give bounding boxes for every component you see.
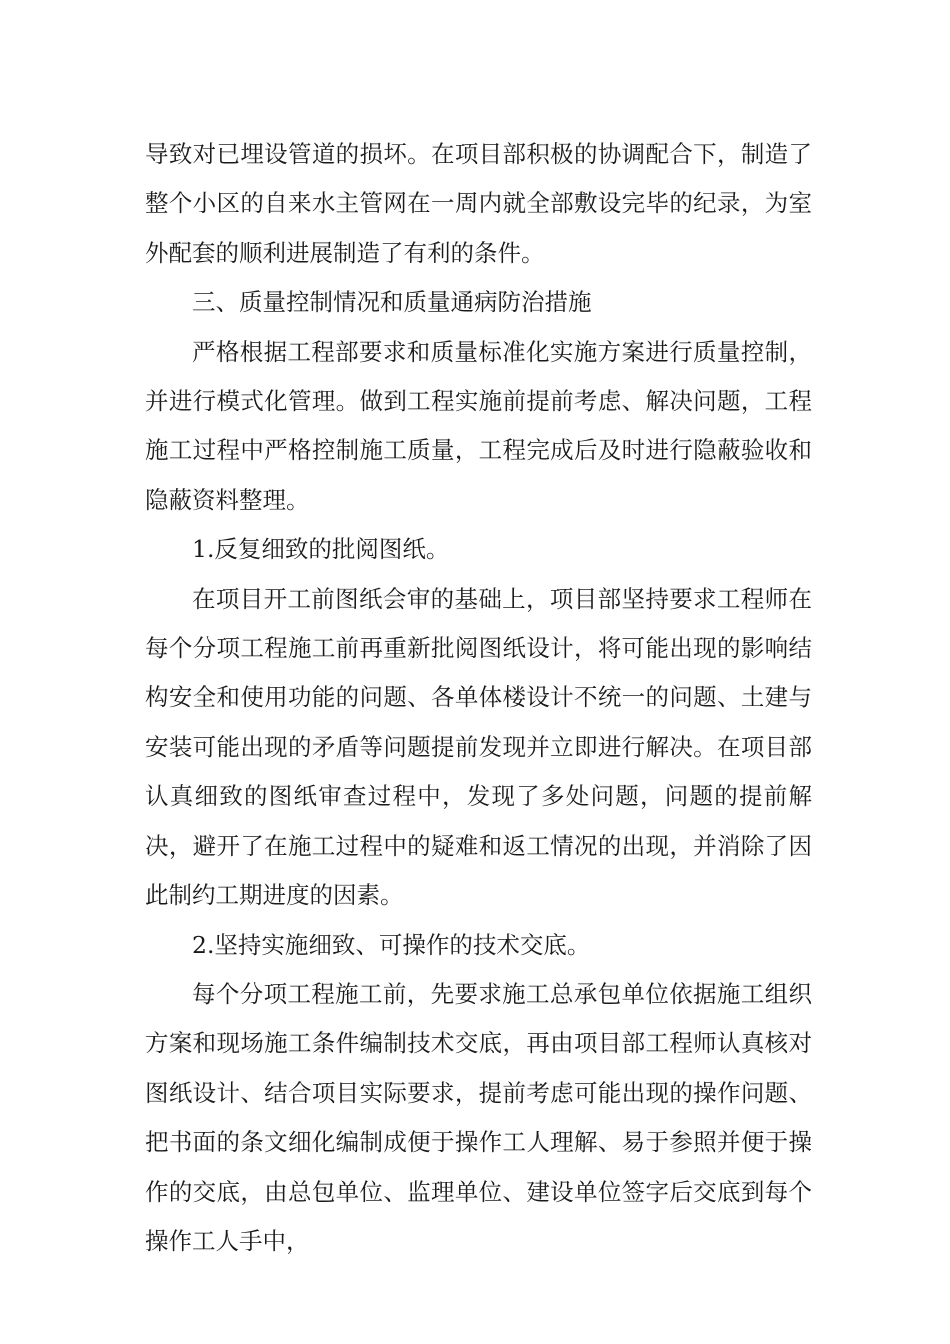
line: 的因素。: [309, 881, 404, 910]
line: 每个分项工程施工前，先要求施工总承包单位依据施工组织方: [145, 979, 812, 1058]
line: 由总包单位、监理单位、建设单位签字后交底到每个操作工人手中，: [145, 1177, 813, 1255]
line: 全和使用功能的问题、各单体楼设计不统一的问题、土建与安装可: [145, 683, 813, 761]
subheading-1: [145, 525, 812, 574]
line: 设计、结合项目实际要求，提前考虑可能出现的操作问题、把书面: [145, 1078, 813, 1157]
subheading-text: 1.反复细致的批阅图纸。: [192, 535, 450, 564]
line: 套的顺利进展制造了有利的条件。: [192, 238, 545, 267]
line: 导致对已埋设管道的损坏。在项目部积极的协调配合下，制造了整: [145, 140, 812, 218]
line: 能出现的矛盾等问题提前发现并立即进行解决。在项目部认真细致: [145, 732, 812, 811]
line: 施工过程中的疑难和返工情况的出现，并消除了因此制约工期进度: [145, 831, 812, 910]
section-heading: [145, 278, 812, 327]
line: 严格根据工程部要求和质量标准化实施方案进行质量控制，并: [145, 337, 812, 416]
line: 个分项工程施工前再重新批阅图纸设计，将可能出现的影响结构安: [145, 634, 813, 712]
paragraph-5: [145, 575, 812, 921]
heading-text: 三、质量控制情况和质量通病防治措施: [192, 288, 592, 317]
line: 过程中严格控制施工质量，工程完成后及时进行隐蔽验收和隐蔽资: [145, 436, 813, 514]
line: 的条文细化编制成便于操作工人理解、易于参照并便于操作的交底，: [145, 1128, 812, 1206]
line: 个小区的自来水主管网在一周内就全部敷设完毕的纪录，为室外配: [145, 189, 813, 267]
line: 的图纸审查过程中，发现了多处问题，问题的提前解决，避开了在: [145, 782, 812, 860]
paragraph-7: [145, 970, 812, 1266]
line: 在项目开工前图纸会审的基础上，项目部坚持要求工程师在每: [145, 584, 812, 663]
paragraph-3: [145, 328, 812, 526]
paragraph-1: [145, 130, 812, 278]
subheading-text: 2.坚持实施细致、可操作的技术交底。: [192, 930, 591, 959]
line: 料整理。: [215, 485, 310, 514]
line: 案和现场施工条件编制技术交底，再由项目部工程师认真核对图纸: [145, 1029, 813, 1107]
line: 进行模式化管理。做到工程实施前提前考虑、解决问题，工程施工: [145, 387, 813, 465]
subheading-2: [145, 921, 812, 970]
